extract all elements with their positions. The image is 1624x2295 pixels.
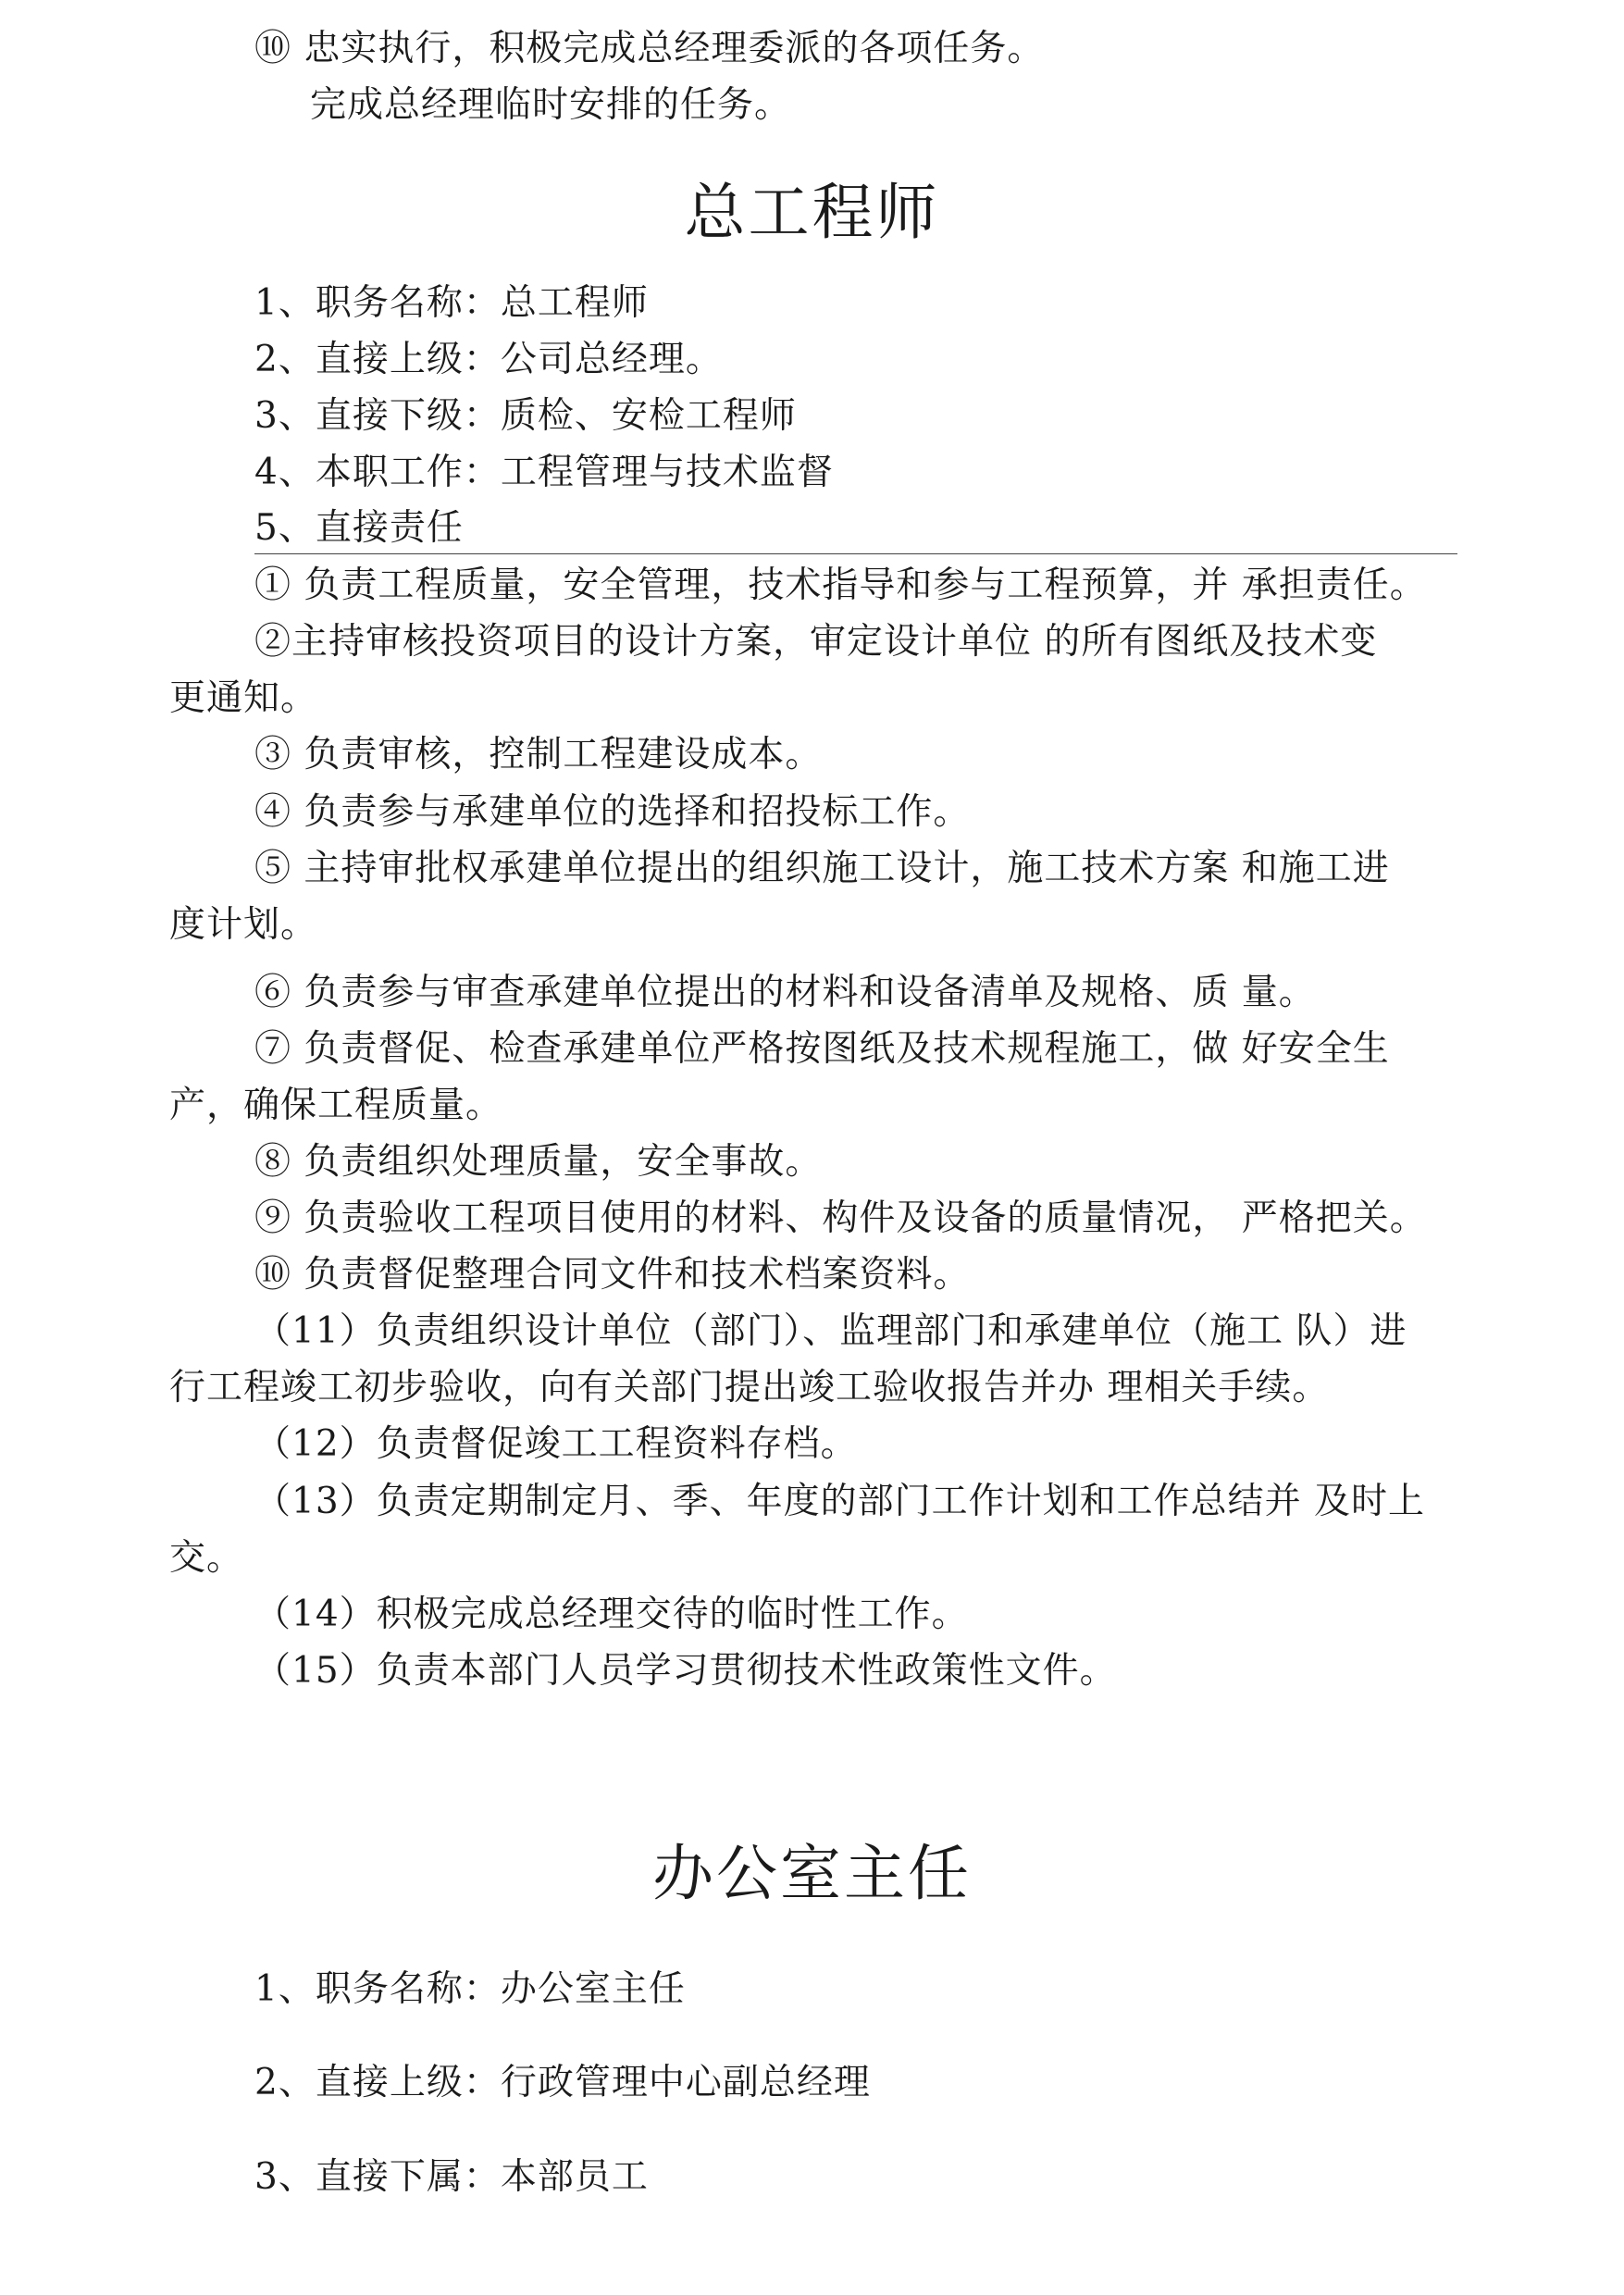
duty-line: ⑤ 主持审批权承建单位提出的组织施工设计，施工技术方案 和施工进 xyxy=(254,848,1390,889)
duty-line: ⑩ 负责督促整理合同文件和技术档案资料。 xyxy=(254,1254,971,1296)
duty-line: ⑧ 负责组织处理质量，安全事故。 xyxy=(254,1141,823,1183)
duty-line: 产，确保工程质量。 xyxy=(169,1085,503,1126)
info-item: 1、职务名称：总工程师 xyxy=(254,282,649,324)
duty-line: ②主持审核投资项目的设计方案，审定设计单位 的所有图纸及技术变 xyxy=(254,621,1378,663)
duty-line: ⑥ 负责参与审查承建单位提出的材料和设备清单及规格、质 量。 xyxy=(254,972,1316,1013)
info-item: 4、本职工作：工程管理与技术监督 xyxy=(254,452,834,493)
duty-line: （11）负责组织设计单位（部门）、监理部门和承建单位（施工 队）进 xyxy=(254,1310,1407,1352)
section-title-chief-engineer: 总工程师 xyxy=(684,177,940,248)
duty-line: 更通知。 xyxy=(169,677,318,719)
section-title-office-director: 办公室主任 xyxy=(652,1838,972,1909)
duty-line: 交。 xyxy=(169,1537,244,1579)
info-item: 1、职务名称：办公室主任 xyxy=(254,1968,686,2010)
duty-line: （15）负责本部门人员学习贯彻技术性政策性文件。 xyxy=(254,1650,1117,1692)
duty-line: ⑦ 负责督促、检查承建单位严格按图纸及技术规程施工，做 好安全生 xyxy=(254,1028,1390,1070)
info-item: 2、直接上级：行政管理中心副总经理 xyxy=(254,2062,871,2103)
info-item: 3、直接下级：质检、安检工程师 xyxy=(254,395,797,437)
duty-line: （12）负责督促竣工工程资料存档。 xyxy=(254,1423,858,1465)
top-duty-continuation: 完成总经理临时安排的任务。 xyxy=(310,84,792,126)
divider-line xyxy=(254,553,1457,554)
duty-line: ④ 负责参与承建单位的选择和招投标工作。 xyxy=(254,791,971,833)
duty-line: 行工程竣工初步验收，向有关部门提出竣工验收报告并办 理相关手续。 xyxy=(169,1367,1330,1408)
info-item: 3、直接下属：本部员工 xyxy=(254,2156,649,2198)
duty-line: （13）负责定期制定月、季、年度的部门工作计划和工作总结并 及时上 xyxy=(254,1481,1426,1522)
duty-line: 度计划。 xyxy=(169,904,318,946)
duty-line: ③ 负责审核，控制工程建设成本。 xyxy=(254,734,823,775)
top-duty-line: ⑩ 忠实执行，积极完成总经理委派的各项任务。 xyxy=(254,28,1045,69)
duty-line: （14）积极完成总经理交待的临时性工作。 xyxy=(254,1594,969,1635)
info-item: 2、直接上级：公司总经理。 xyxy=(254,339,723,380)
info-item: 5、直接责任 xyxy=(254,507,464,549)
duty-line: ① 负责工程质量，安全管理，技术指导和参与工程预算，并 承担责任。 xyxy=(254,564,1427,606)
duty-line: ⑨ 负责验收工程项目使用的材料、构件及设备的质量情况， 严格把关。 xyxy=(254,1197,1427,1239)
